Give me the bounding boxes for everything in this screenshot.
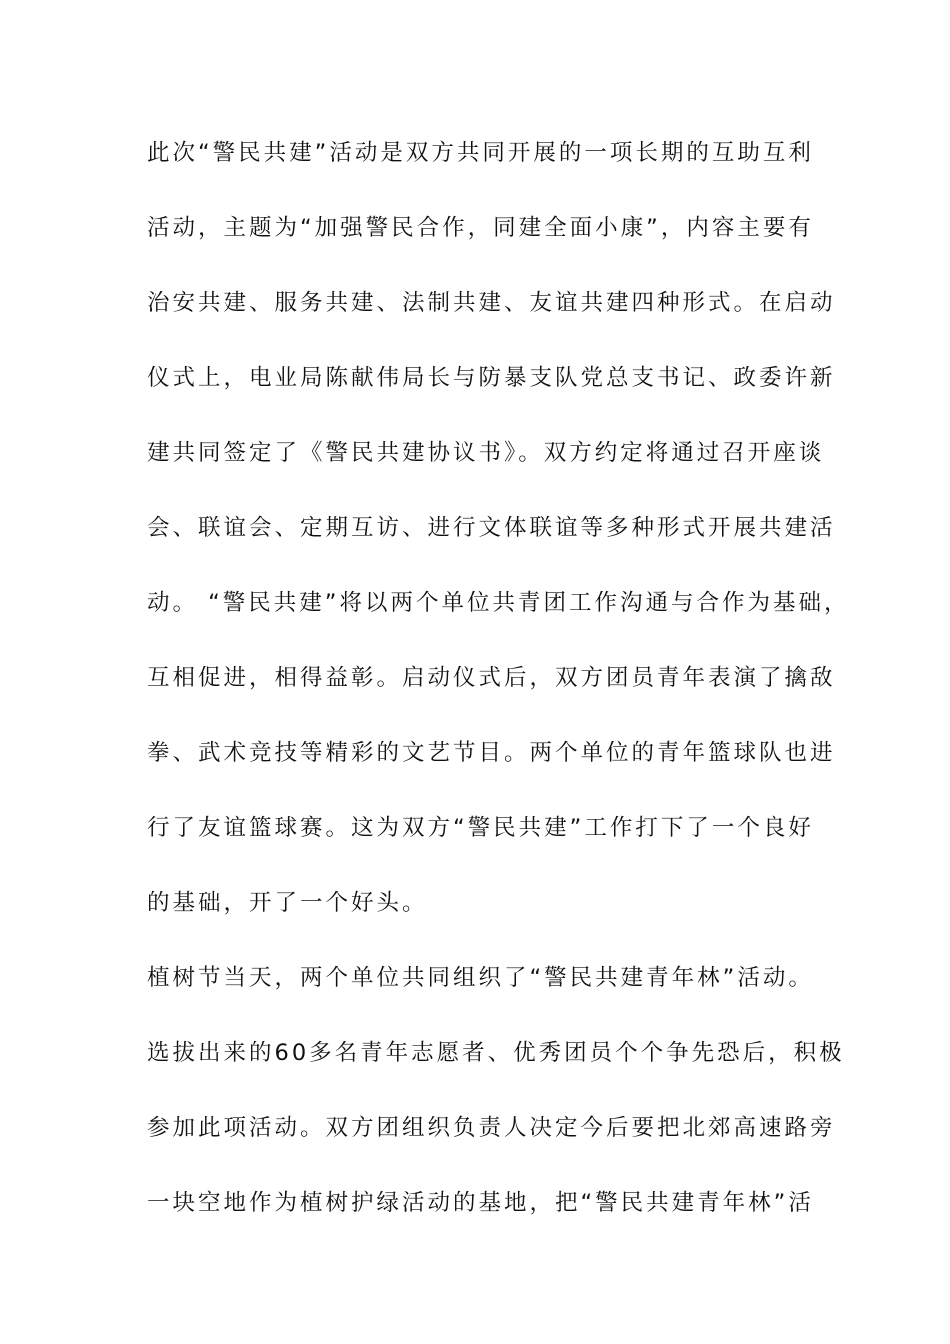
text-line: 参加此项活动。双方团组织负责人决定今后要把北郊高速路旁	[147, 1115, 836, 1141]
text-line: 建共同签定了《警民共建协议书》。双方约定将通过召开座谈	[147, 440, 825, 466]
text-line: 活动，主题为“加强警民合作，同建全面小康”，内容主要有	[147, 215, 814, 241]
text-line: 行了友谊篮球赛。这为双方“警民共建”工作打下了一个良好	[147, 815, 814, 841]
text-line: 此次“警民共建”活动是双方共同开展的一项长期的互助互利	[147, 140, 814, 166]
text-line: 治安共建、服务共建、法制共建、友谊共建四种形式。在启动	[147, 290, 836, 316]
text-line: 会、联谊会、定期互访、进行文体联谊等多种形式开展共建活	[147, 515, 836, 541]
text-line: 动。 “警民共建”将以两个单位共青团工作沟通与合作为基础，	[147, 590, 850, 616]
text-line: 仪式上，电业局陈献伟局长与防暴支队党总支书记、政委许新	[147, 365, 836, 391]
body-text	[147, 133, 850, 1258]
text-line: 一块空地作为植树护绿活动的基地，把“警民共建青年林”活	[147, 1190, 814, 1216]
text-line: 的基础，开了一个好头。	[147, 890, 428, 916]
text-line: 植树节当天，两个单位共同组织了“警民共建青年林”活动。	[147, 965, 814, 991]
text-line: 选拔出来的60多名青年志愿者、优秀团员个个争先恐后，积极	[147, 1040, 845, 1066]
text-line: 互相促进，相得益彰。启动仪式后，双方团员青年表演了擒敌	[147, 665, 836, 691]
text-line: 拳、武术竞技等精彩的文艺节目。两个单位的青年篮球队也进	[147, 740, 836, 766]
